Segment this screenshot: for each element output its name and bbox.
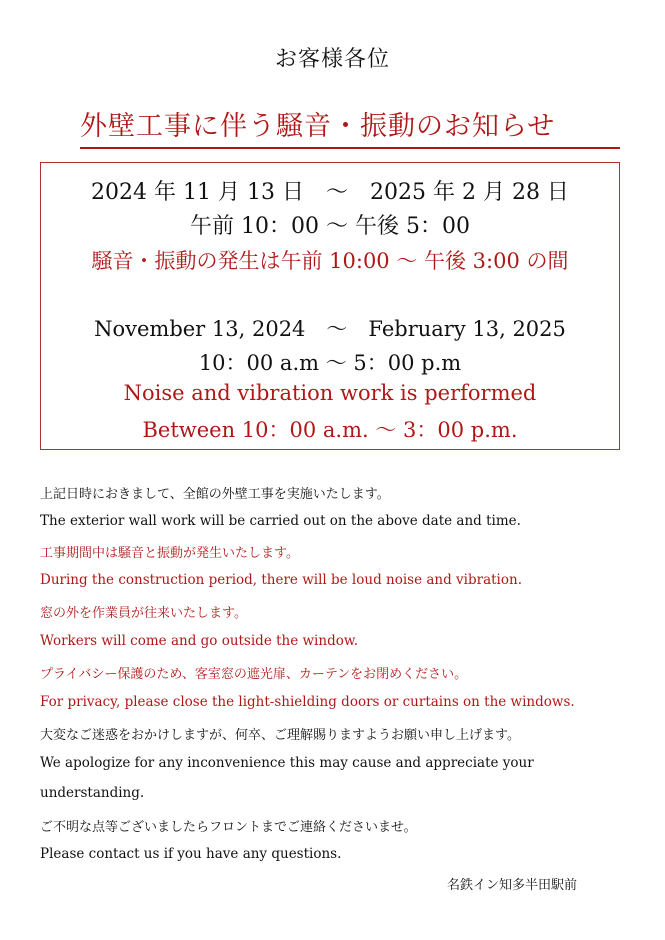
body-line-jp-3: 窓の外を作業員が往来いたします。 (40, 606, 247, 621)
body-line-jp-6: ご不明な点等ございましたらフロントまでご連絡くださいませ。 (40, 820, 417, 835)
jp-work-hours: 午前 10：00 ～ 午後 5：00 (190, 214, 470, 239)
notice-title: 外壁工事に伴う騒音・振動のお知らせ (80, 104, 620, 149)
body-line-jp-2: 工事期間中は騒音と振動が発生いたします。 (40, 546, 299, 561)
jp-date-range: 2024 年 11 月 13 日 ～ 2025 年 2 月 28 日 (91, 180, 569, 205)
salutation: お客様各位 (274, 47, 390, 72)
en-date-range: November 13, 2024 ～ February 13, 2025 (94, 317, 566, 341)
hotel-signature: 名鉄イン知多半田駅前 (447, 878, 578, 893)
en-work-hours: 10：00 a.m ～ 5：00 p.m (198, 351, 462, 375)
body-line-en-3: Workers will come and go outside the window. (40, 633, 359, 649)
jp-noise-hours: 騒音・振動の発生は午前 10:00 ～ 午後 3:00 の間 (91, 249, 569, 273)
body-line-jp-4: プライバシー保護のため、客室窓の遮光扉、カーテンをお閉めください。 (40, 667, 468, 682)
body-line-jp-1: 上記日時におきまして、全館の外壁工事を実施いたします。 (40, 487, 390, 502)
body-line-en-4: For privacy, please close the light-shielding doors or curtains on the windows. (40, 694, 575, 710)
en-noise-line-2: Between 10：00 a.m. ～ 3：00 p.m. (142, 418, 518, 442)
schedule-box (40, 162, 620, 450)
body-line-jp-5: 大変なご迷惑をおかけしますが、何卒、ご理解賜りますようお願い申し上げます。 (40, 728, 520, 743)
body-line-en-6: Please contact us if you have any questions. (40, 846, 342, 862)
en-noise-line-1: Noise and vibration work is performed (123, 381, 537, 405)
body-line-en-2: During the construction period, there will be loud noise and vibration. (40, 572, 522, 588)
body-line-en-1: The exterior wall work will be carried out on the above date and time. (40, 513, 521, 529)
body-line-en-5b: understanding. (40, 785, 145, 801)
body-line-en-5a: We apologize for any inconvenience this may cause and appreciate your (40, 755, 534, 771)
